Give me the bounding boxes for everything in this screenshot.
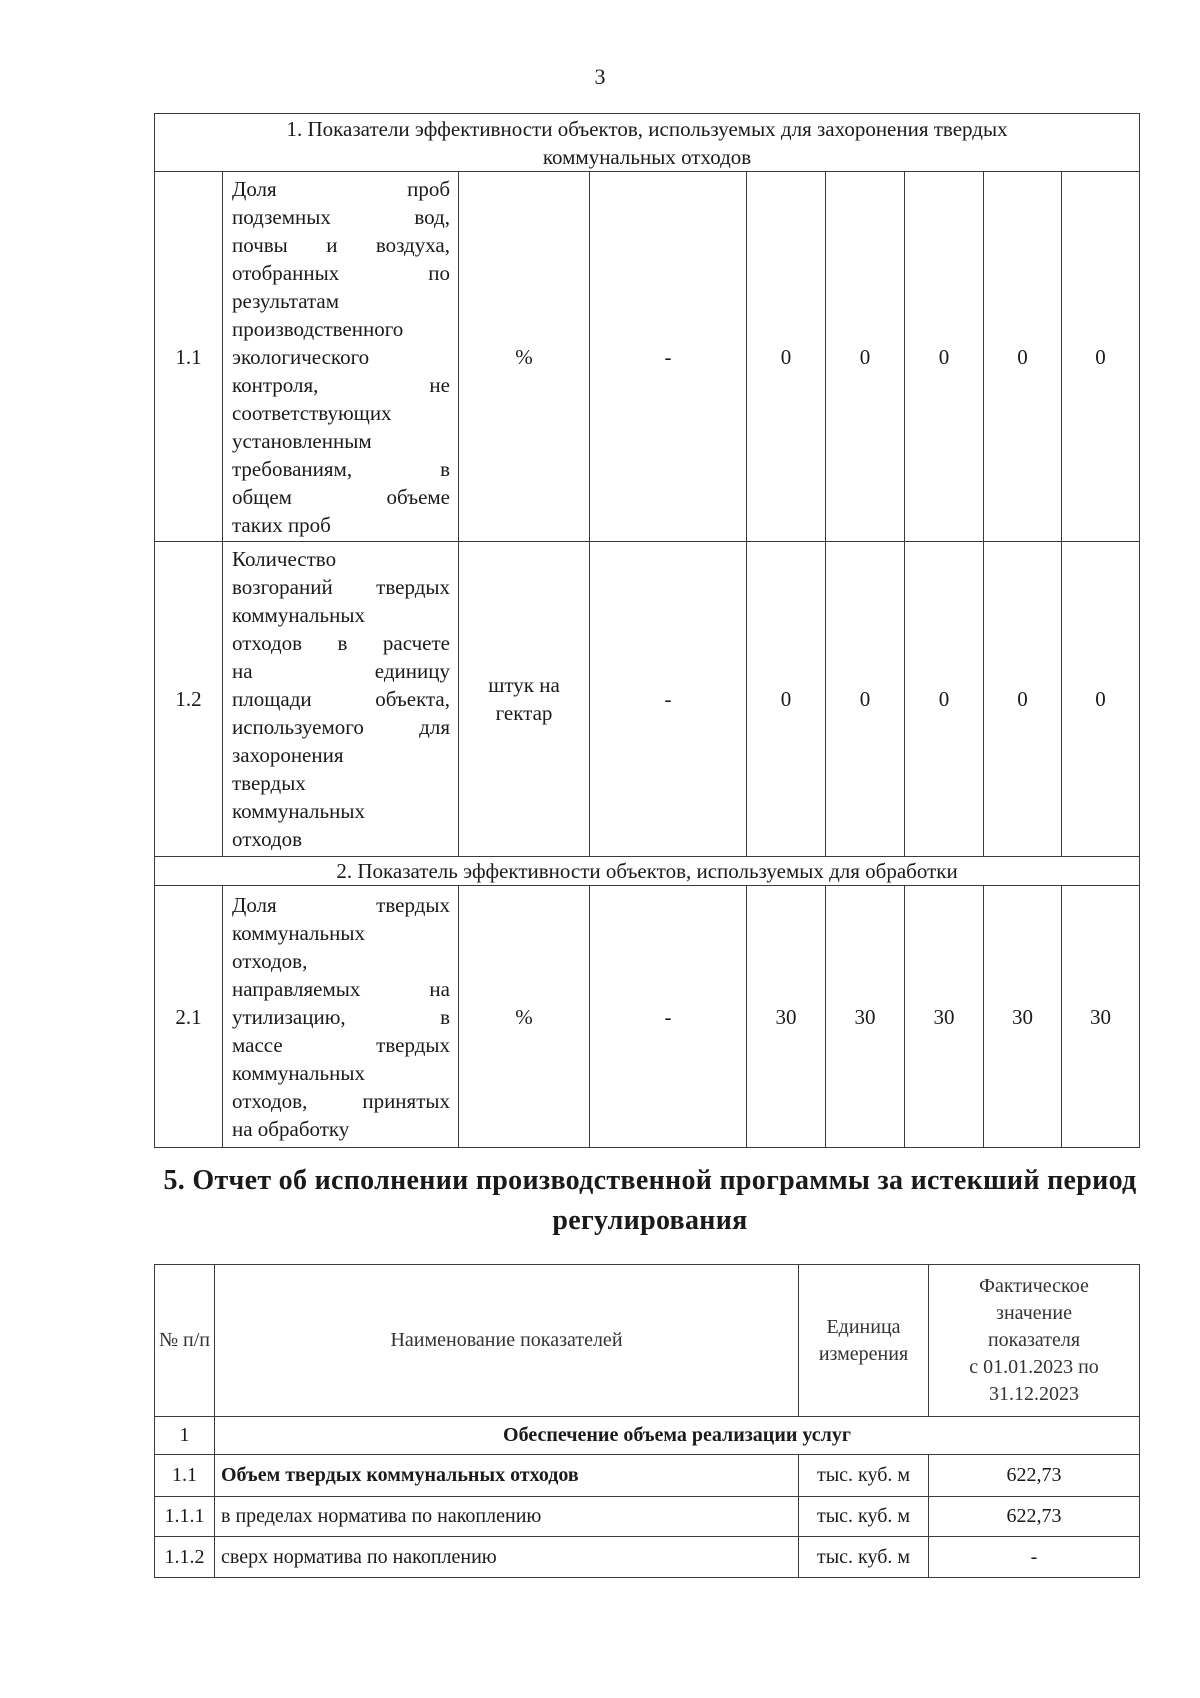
row-number: 1.1.2 (155, 1537, 215, 1578)
base-value: - (590, 172, 747, 542)
value-cell: 30 (747, 886, 826, 1148)
desc-line: возгораний твердых (232, 575, 450, 599)
value-cell: 0 (905, 172, 984, 542)
header-name: Наименование показателей (215, 1265, 799, 1417)
unit-line: % (515, 1004, 533, 1029)
header-unit: Единица измерения (799, 1265, 929, 1417)
value-cell: 0 (1062, 542, 1140, 857)
row-unit: тыс. куб. м (799, 1455, 929, 1497)
section-title: Обеспечение объема реализации услуг (215, 1417, 1140, 1455)
unit-line: % (515, 344, 533, 369)
desc-line: контроля, не (232, 372, 450, 397)
desc-line: массе твердых (232, 1032, 450, 1057)
section-row (155, 1417, 1140, 1455)
value-cell: 0 (747, 542, 826, 857)
page-number: 3 (594, 64, 606, 89)
desc-line: Количество (232, 547, 337, 571)
base-value: - (590, 542, 747, 857)
value-cell: 30 (984, 886, 1062, 1148)
desc-line: направляемых на (232, 976, 450, 1001)
report-heading-line1: 5. Отчет об исполнении производственной программы за истекший период (163, 1165, 1137, 1196)
desc-line: таких проб (232, 512, 331, 537)
report-heading (150, 1161, 1150, 1241)
table-row (155, 1537, 1140, 1578)
value-cell: 0 (1062, 172, 1140, 542)
section-2-title: 2. Показатель эффективности объектов, используемых для обработки (155, 857, 1140, 886)
header-value-line: значение (996, 1302, 1072, 1324)
desc-line: требованиям, в (232, 456, 450, 481)
report-table (154, 1264, 1140, 1578)
row-name: сверх норматива по накоплению (215, 1537, 799, 1578)
desc-line: соответствующих (232, 400, 392, 425)
desc-line: твердых (232, 771, 306, 795)
desc-line: утилизацию, в (232, 1004, 450, 1029)
value-cell: 0 (826, 542, 905, 857)
unit-line: штук на (488, 673, 560, 697)
unit-cell (459, 172, 590, 542)
desc-line: подземных вод, (232, 204, 450, 229)
header-value-line: показателя (987, 1329, 1081, 1351)
report-heading-line2: регулирования (552, 1205, 748, 1236)
desc-line: экологического (232, 344, 370, 369)
desc-line: результатам (232, 288, 340, 313)
header-value-line: Фактическое (979, 1275, 1089, 1297)
desc-line: коммунальных (232, 799, 365, 823)
table-row (155, 542, 1140, 857)
row-value: 622,73 (929, 1497, 1140, 1537)
row-number: 1.1 (155, 172, 223, 542)
unit-cell (459, 886, 590, 1148)
section-1-title-line2: коммунальных отходов (542, 144, 752, 169)
header-num: № п/п (155, 1265, 215, 1417)
value-cell: 0 (984, 542, 1062, 857)
desc-line: коммунальных (232, 920, 365, 945)
desc-line: отходов, принятых (232, 1088, 450, 1113)
header-value-line: 31.12.2023 (989, 1383, 1079, 1405)
row-number: 1.1 (155, 1455, 215, 1497)
section-1-header-row (155, 114, 1140, 172)
section-num: 1 (155, 1417, 215, 1455)
indicator-description (223, 172, 459, 542)
desc-line: отходов (232, 827, 303, 851)
header-value-line: с 01.01.2023 по (969, 1356, 1099, 1378)
desc-line: Доля твердых (232, 892, 450, 917)
indicator-description (223, 542, 459, 857)
report-header-row (155, 1265, 1140, 1417)
table-row (155, 172, 1140, 542)
desc-line: Доля проб (232, 176, 450, 201)
unit-cell (459, 542, 590, 857)
indicators-table (154, 113, 1140, 1148)
section-1-title-line1: 1. Показатели эффективности объектов, используемых для захоронения твердых (286, 116, 1008, 141)
desc-line: захоронения (232, 743, 344, 767)
value-cell: 30 (905, 886, 984, 1148)
table-row (155, 1497, 1140, 1537)
row-number: 1.2 (155, 542, 223, 857)
value-cell: 30 (1062, 886, 1140, 1148)
desc-line: на обработку (232, 1116, 350, 1141)
row-unit: тыс. куб. м (799, 1497, 929, 1537)
row-unit: тыс. куб. м (799, 1537, 929, 1578)
desc-line: отходов в расчете (232, 631, 450, 655)
row-value: 622,73 (929, 1455, 1140, 1497)
row-number: 1.1.1 (155, 1497, 215, 1537)
desc-line: площади объекта, (232, 687, 450, 711)
desc-line: коммунальных (232, 603, 365, 627)
value-cell: 30 (826, 886, 905, 1148)
value-cell: 0 (905, 542, 984, 857)
desc-line: общем объеме (232, 484, 450, 509)
section-2-header-row (155, 857, 1140, 886)
desc-line: отобранных по (232, 260, 450, 285)
indicator-description (223, 886, 459, 1148)
base-value: - (590, 886, 747, 1148)
row-name: в пределах норматива по накоплению (215, 1497, 799, 1537)
desc-line: установленным (232, 428, 372, 453)
value-cell: 0 (747, 172, 826, 542)
unit-line: гектар (495, 701, 553, 725)
table-row (155, 886, 1140, 1148)
desc-line: почвы и воздуха, (232, 232, 450, 257)
desc-line: на единицу (232, 659, 450, 683)
header-value (929, 1265, 1140, 1417)
row-number: 2.1 (155, 886, 223, 1148)
desc-line: производственного (232, 316, 404, 341)
desc-line: отходов, (232, 948, 308, 973)
value-cell: 0 (984, 172, 1062, 542)
desc-line: коммунальных (232, 1060, 365, 1085)
table-row (155, 1455, 1140, 1497)
section-1-title (155, 114, 1140, 172)
row-name: Объем твердых коммунальных отходов (215, 1455, 799, 1497)
desc-line: используемого для (232, 715, 450, 739)
value-cell: 0 (826, 172, 905, 542)
row-value: - (929, 1537, 1140, 1578)
